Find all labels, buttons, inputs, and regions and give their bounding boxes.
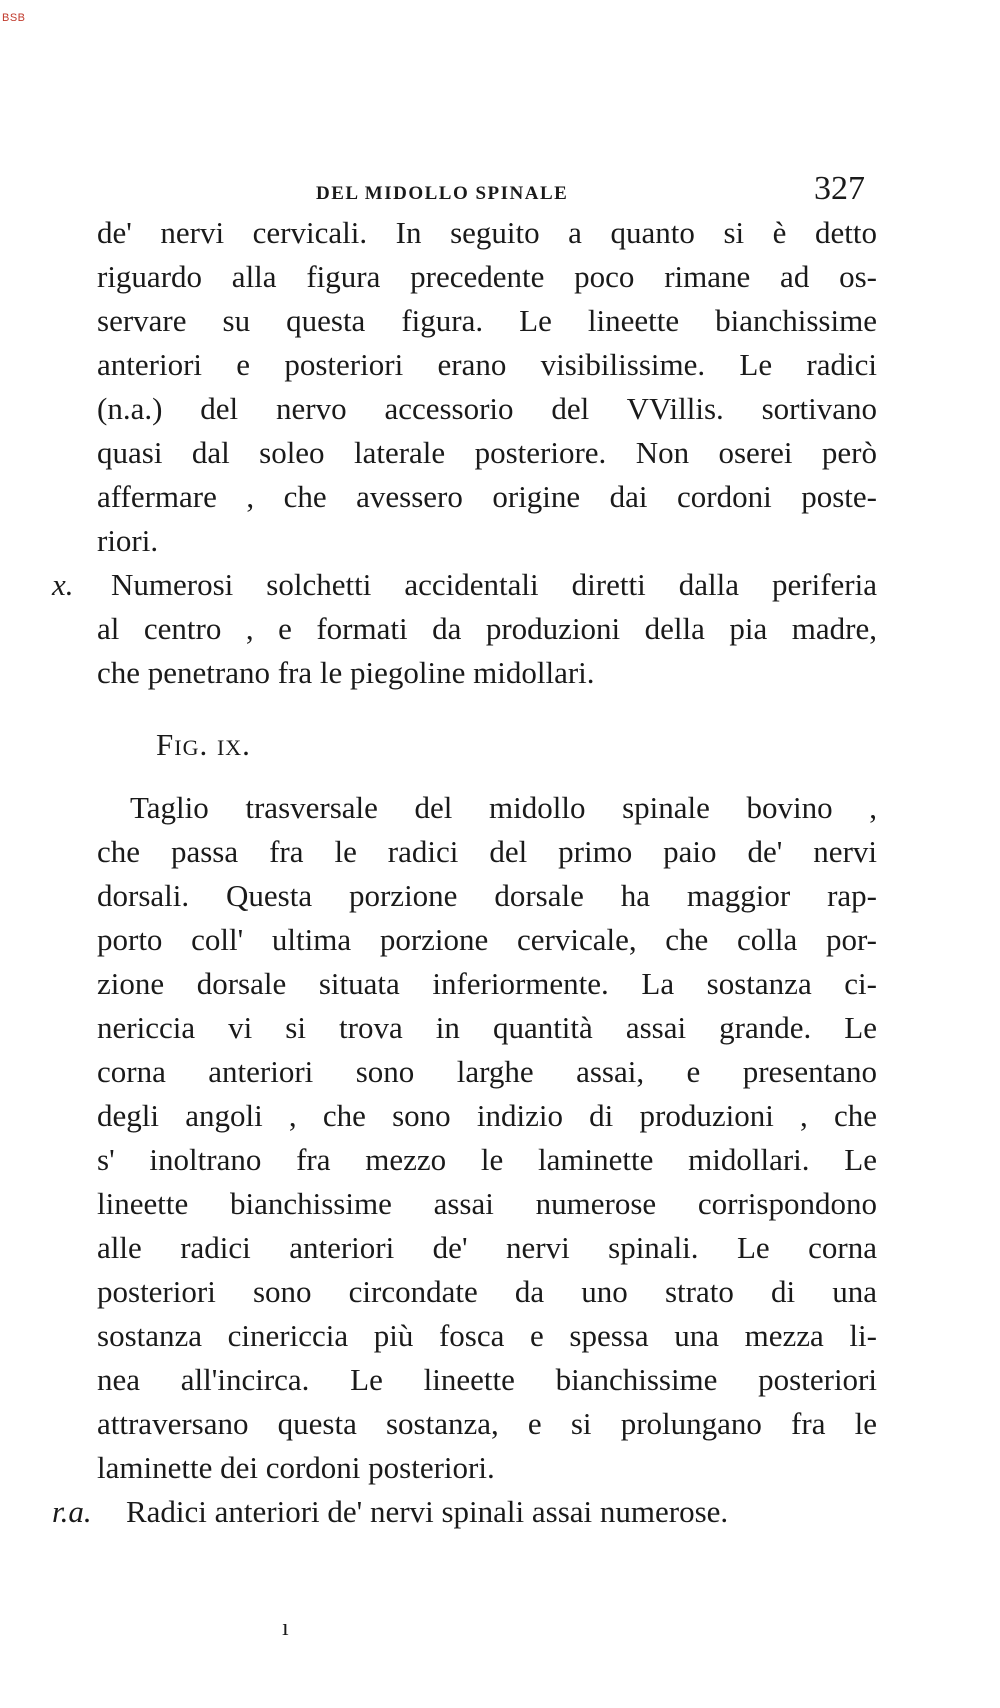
text-line: Radici anteriori de' nervi spinali assai numerose. bbox=[126, 1494, 729, 1529]
text-line: (n.a.) del nervo accessorio del VVillis. sortivano bbox=[97, 391, 877, 426]
text-line: attraversano questa sostanza, e si prolungano fra le bbox=[97, 1406, 877, 1441]
item-marker: r.a. bbox=[52, 1494, 92, 1529]
text-line: anteriori e posteriori erano visibilissime. Le radici bbox=[97, 347, 877, 382]
text-line: servare su questa figura. Le lineette bianchissime bbox=[97, 303, 877, 338]
text-line: al centro , e formati da produzioni della pia madre, bbox=[97, 611, 877, 646]
text-line: posteriori sono circondate da uno strato di una bbox=[97, 1274, 877, 1309]
text-line: s' inoltrano fra mezzo le laminette midollari. Le bbox=[97, 1142, 877, 1177]
footer-mark: ı bbox=[282, 1615, 289, 1641]
text-line: corna anteriori sono larghe assai, e presentano bbox=[97, 1054, 877, 1089]
text-line: che penetrano fra le piegoline midollari. bbox=[97, 655, 595, 690]
item-marker: x. bbox=[52, 567, 74, 602]
page-number: 327 bbox=[814, 170, 865, 207]
text-line: nericcia vi si trova in quantità assai grande. Le bbox=[97, 1010, 877, 1045]
text-line: alle radici anteriori de' nervi spinali. Le corna bbox=[97, 1230, 877, 1265]
text-line: lineette bianchissime assai numerose corrispondono bbox=[97, 1186, 877, 1221]
text-line: dorsali. Questa porzione dorsale ha maggior rap- bbox=[97, 878, 877, 913]
text-line: zione dorsale situata inferiormente. La sostanza ci- bbox=[97, 966, 877, 1001]
running-head: DEL MIDOLLO SPINALE bbox=[316, 183, 569, 204]
text-line: riori. bbox=[97, 523, 159, 558]
text-line: nea all'incirca. Le lineette bianchissime posteriori bbox=[97, 1362, 877, 1397]
text-line: riguardo alla figura precedente poco rimane ad os- bbox=[97, 259, 877, 294]
text-line: sostanza cinericcia più fosca e spessa una mezza li- bbox=[97, 1318, 877, 1353]
text-line: Taglio trasversale del midollo spinale bovino , bbox=[130, 790, 877, 825]
text-line: laminette dei cordoni posteriori. bbox=[97, 1450, 495, 1485]
text-line: Numerosi solchetti accidentali diretti dalla periferia bbox=[111, 567, 877, 602]
text-line: de' nervi cervicali. In seguito a quanto si è detto bbox=[97, 215, 877, 250]
text-line: degli angoli , che sono indizio di produzioni , che bbox=[97, 1098, 877, 1133]
figure-heading bbox=[156, 727, 251, 763]
text-line: che passa fra le radici del primo paio de' nervi bbox=[97, 834, 877, 869]
figure-heading-text: Fig. ix. bbox=[156, 727, 251, 762]
text-line: quasi dal soleo laterale posteriore. Non oserei però bbox=[97, 435, 877, 470]
text-line: affermare , che avessero origine dai cordoni poste- bbox=[97, 479, 877, 514]
library-stamp: BSB bbox=[2, 12, 26, 24]
text-line: porto coll' ultima porzione cervicale, che colla por- bbox=[97, 922, 877, 957]
